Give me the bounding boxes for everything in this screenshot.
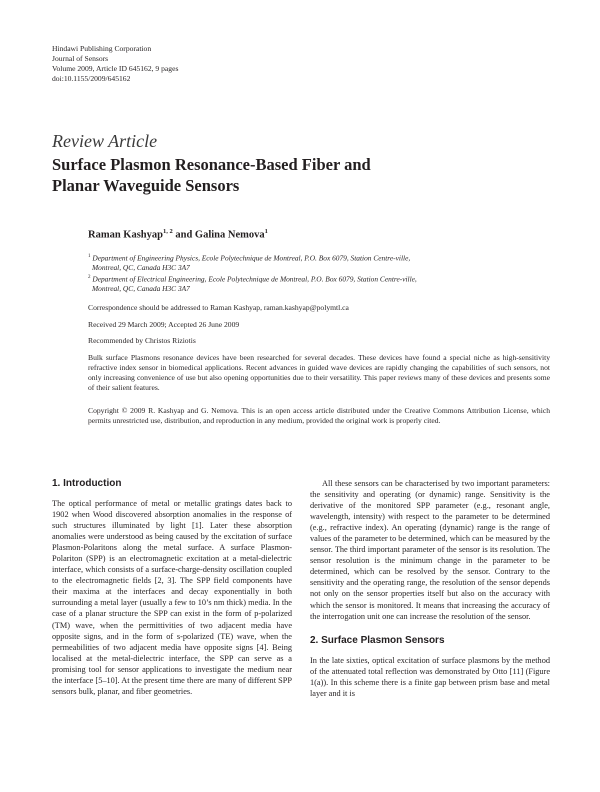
introduction-paragraph: The optical performance of metal or metallic gratings dates back to 1902 when Wood discovered absorption anomalies in the response of such structures illuminated by light [1]. Later these absorption anomalies were understood as being caused by the excitation of surface Plasmon-Polaritons along the metal surface. A surface Plasmon-Polariton (SPP) is an electromagnetic excitation at a metal-dielectric interface, which consists of a surface-charge-density oscillation coupled to the electromagnetic fields [2, 3]. The SPP field components have their maxima at the interfaces and decay exponentially in both surrounding a metal layer (usually a few to 10’s nm thick) media. In the case of a planar structure the SPP can exist in the form of p-polarized (TM) wave, when the permittivities of two adjacent media have opposite signs, and in the form of s-polarized (TE) wave, when the permeabilities of two adjacent media have opposite signs [4]. Being localised at the metal-dielectric interface, the SPP can serve as a promising tool for sensor applications to investigate the medium near the interface [5–10]. At the present time there are many of different SPP sensors bulk, planar, and fiber geometries. (52, 499, 292, 696)
affiliation-1-line-2: Montreal, QC, Canada H3C 3A7 (92, 263, 190, 273)
section-heading-surface-plasmon-sensors: 2. Surface Plasmon Sensors (310, 634, 445, 646)
correspondence: Correspondence should be addressed to Raman Kashyap, raman.kashyap@polymtl.ca (88, 303, 349, 312)
copyright-notice: Copyright © 2009 R. Kashyap and G. Nemova. This is an open access article distributed under the Creative Commons Attribution License, which permits unrestricted use, distribution, and reproduction in any medium, provided the original work is properly cited. (88, 406, 550, 426)
abstract: Bulk surface Plasmons resonance devices have been researched for several decades. These devices have found a special niche as high-sensitivity refractive index sensor in biomedical applications. Recent advances in guided wave devices are rapidly changing the capabilities of such sensors, not only increasing convenience of use but also opening opportunities due to their versatility. This paper reviews many of these devices and presents some of their salient features. (88, 353, 550, 393)
affiliation-1-line-1: Department of Engineering Physics, Ecole Polytechnique de Montreal, P.O. Box 6079, Station Centre-ville, (92, 253, 411, 263)
title-line-1: Surface Plasmon Resonance-Based Fiber and (52, 155, 371, 174)
article-type: Review Article (52, 131, 158, 151)
received-accepted-dates: Received 29 March 2009; Accepted 26 June 2009 (88, 320, 240, 329)
author-1-affiliation-mark: 1, 2 (162, 228, 173, 235)
author-1: Raman Kashyap (88, 229, 163, 241)
recommended-by: Recommended by Christos Riziotis (88, 336, 196, 345)
affiliation-2-line-2: Montreal, QC, Canada H3C 3A7 (92, 284, 190, 294)
surface-plasmon-sensors-paragraph: In the late sixties, optical excitation of surface plasmons by the method of the attenuated total reflection was demonstrated by Otto [11] (Figure 1(a)). In this scheme there is a finite gap between prism base and metal layer and it is (310, 655, 550, 698)
affiliation-2-mark: 2 (88, 275, 91, 280)
author-list (88, 228, 268, 241)
publication-info (52, 44, 178, 84)
doi: doi:10.1155/2009/645162 (52, 74, 131, 83)
author-connector: and (172, 229, 195, 241)
affiliation-1-mark: 1 (88, 254, 91, 259)
left-column (52, 478, 292, 697)
author-2-affiliation-mark: 1 (264, 228, 268, 235)
affiliation-2-line-1: Department of Electrical Engineering, Ecole Polytechnique de Montreal, P.O. Box 6079, Station Centre-ville, (92, 274, 417, 284)
affiliation-2 (88, 273, 548, 294)
publisher: Hindawi Publishing Corporation (52, 44, 152, 53)
journal-name: Journal of Sensors (52, 54, 109, 63)
title-line-2: Planar Waveguide Sensors (52, 176, 240, 195)
volume-line: Volume 2009, Article ID 645162, 9 pages (52, 64, 179, 73)
section-heading-introduction: 1. Introduction (52, 478, 122, 489)
right-column (310, 478, 550, 699)
affiliation-1 (88, 252, 548, 273)
sensor-parameters-paragraph: All these sensors can be characterised by two important parameters: the sensitivity and operating (or dynamic) range. Sensitivity is the derivative of the monitored SPP parameter (e.g., resonant angle, wavelength, intensity) with respect to the parameter to be determined (e.g., refractive index). An operating (dynamic) range is the range of values of the parameter to be determined, which can be measured by the sensor. The third important parameter of the sensor is its resolution. The sensor resolution is the minimum change in the parameter to be determined, which can be resolved by the sensor. Contrary to the sensitivity and the operating range, the resolution of the sensor depends not only on the sensor properties itself but also on the accuracy with which the sensor is monitored. It means that increasing the accuracy of the interrogation unit one can increase the resolution of the sensor. (310, 479, 550, 621)
author-2: Galina Nemova (194, 229, 265, 241)
paper-title (52, 154, 552, 196)
